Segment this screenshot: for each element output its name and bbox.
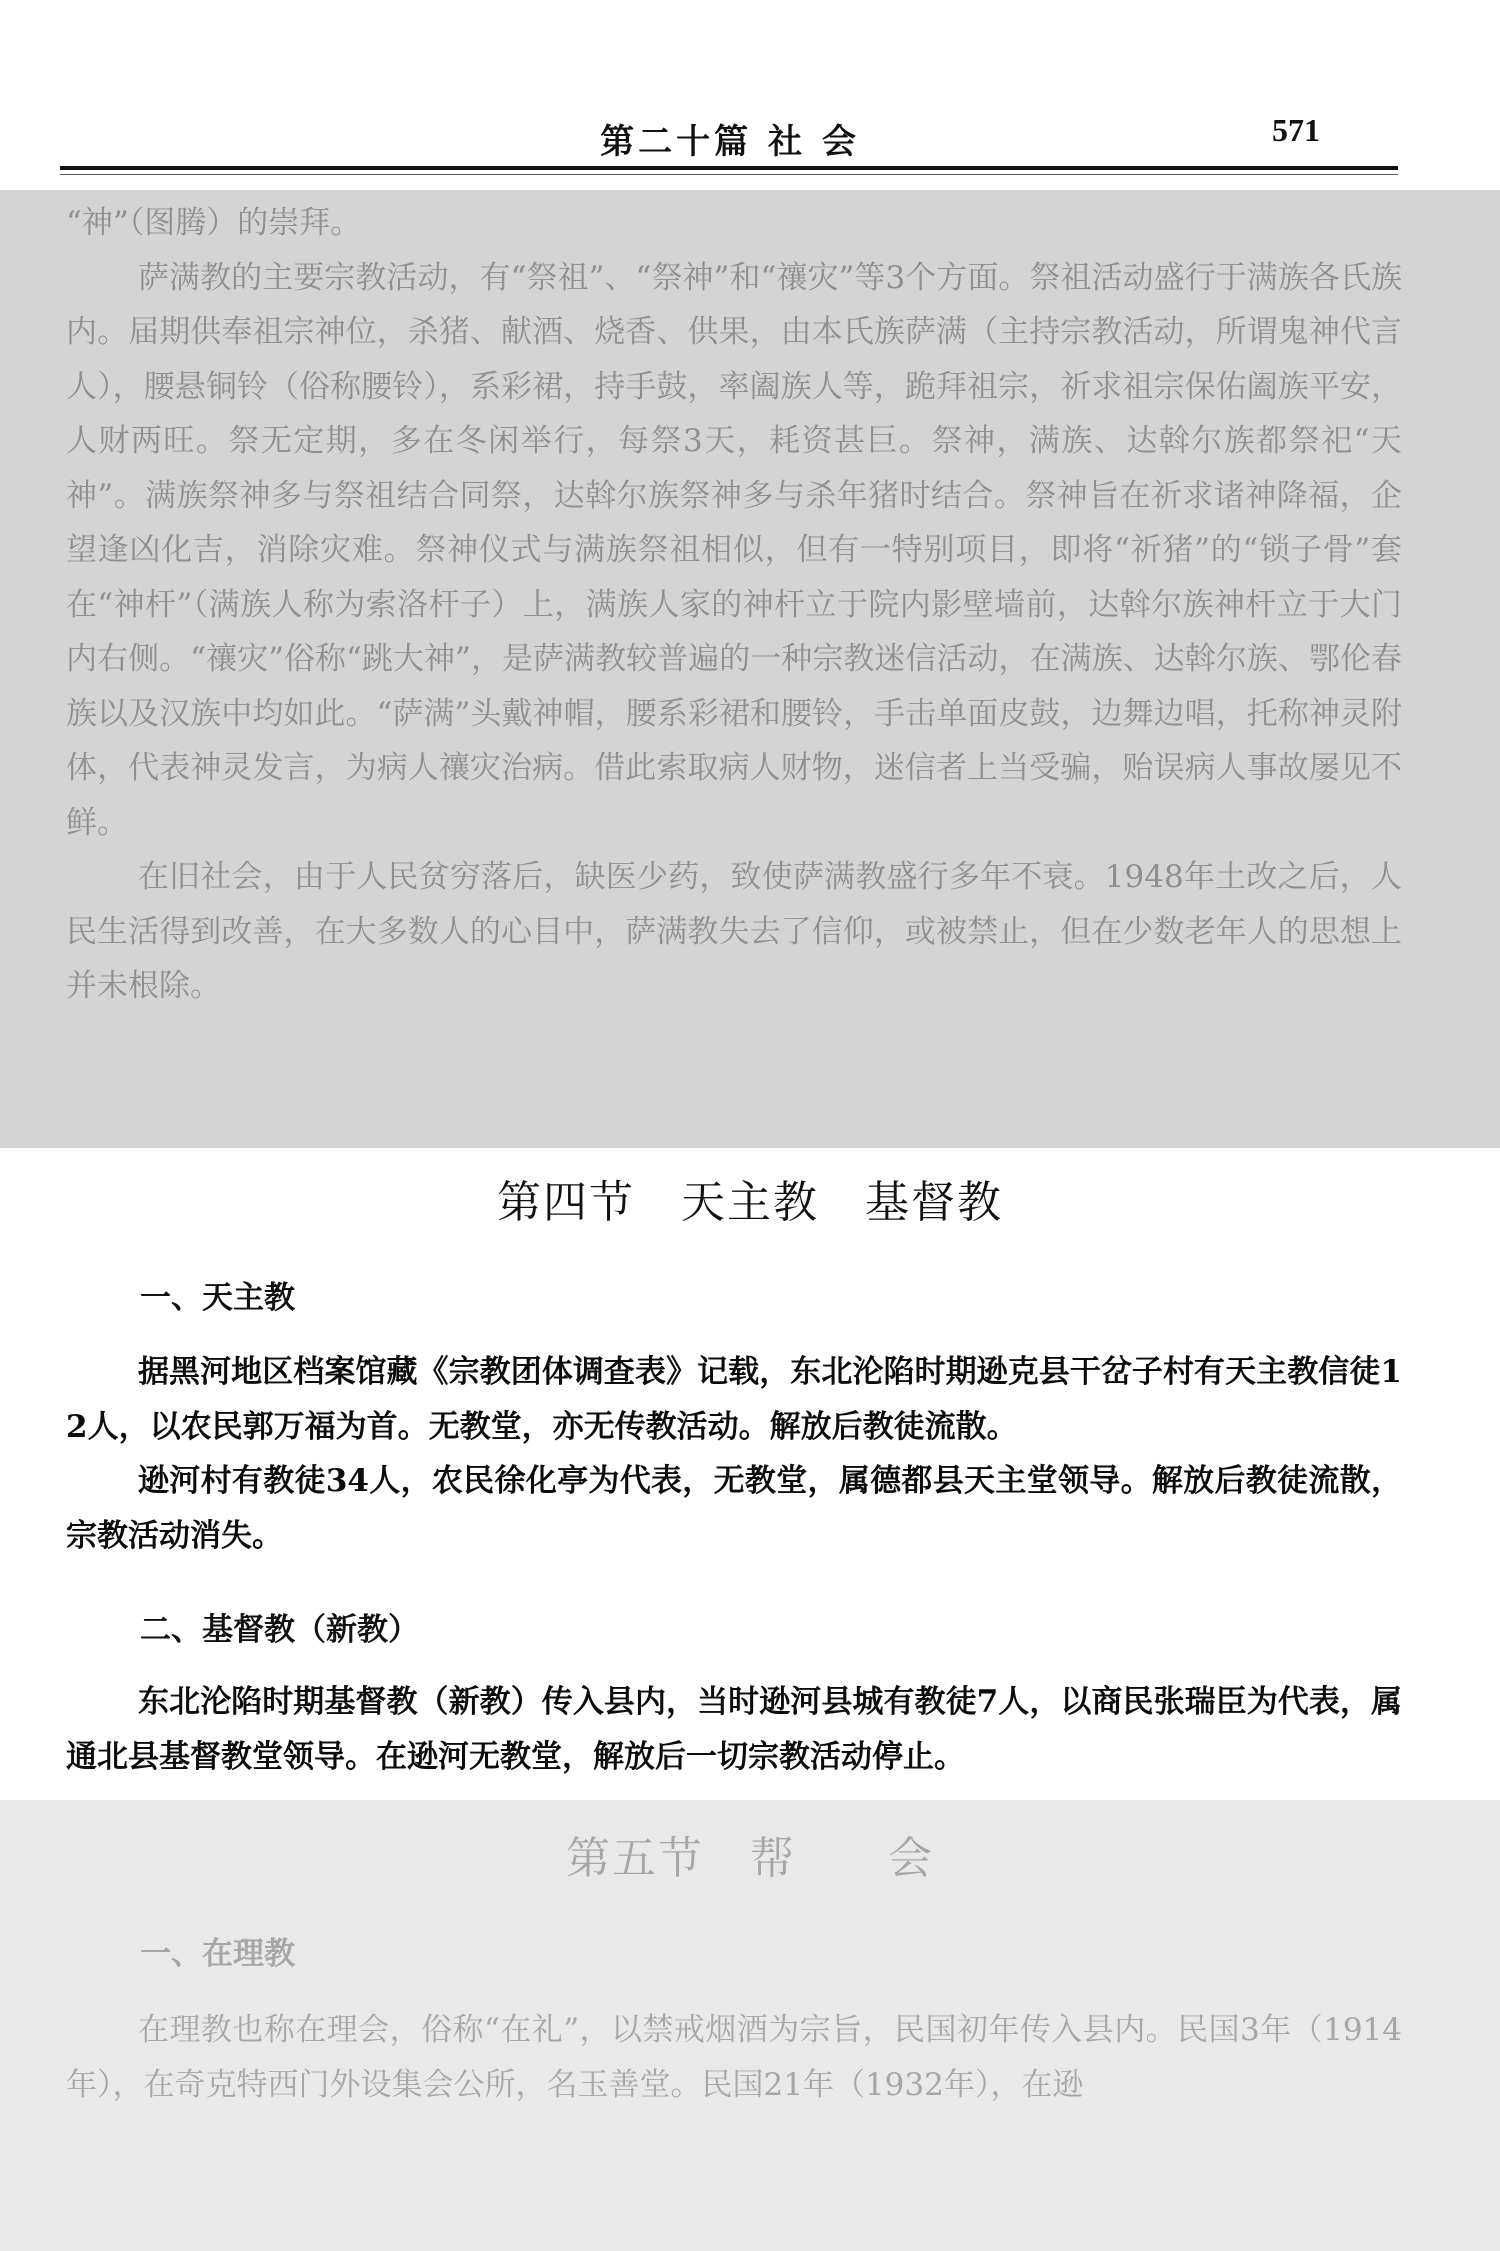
paragraph: 萨满教的主要宗教活动，有“祭祖”、“祭神”和“禳灾”等3个方面。祭祖活动盛行于满族各氏族内。届期供奉祖宗神位，杀猪、献酒、烧香、供果，由本氏族萨满（主持宗教活动，所谓鬼神代言人），腰悬铜铃（俗称腰铃），系彩裙，持手鼓，率阖族人等，跪拜祖宗，祈求祖宗保佑阖族平安，人财两旺。祭无定期，多在冬闲举行，每祭3天，耗资甚巨。祭神，满族、达斡尔族都祭祀“天神”。满族祭神多与祭祖结合同祭，达斡尔族祭神多与杀年猪时结合。祭神旨在祈求诸神降福，企望逢凶化吉，消除灾难。祭神仪式与满族祭祖相似，但有一特别项目，即将“祈猪”的“锁子骨”套在“神杆”（满族人称为索洛杆子）上，满族人家的神杆立于院内影壁墙前，达斡尔族神杆立于大门内右侧。“禳灾”俗称“跳大神”，是萨满教较普遍的一种宗教迷信活动，在满族、达斡尔族、鄂伦春族以及汉族中均如此。“萨满”头戴神帽，腰系彩裙和腰铃，手击单面皮鼓，边舞边唱，托称神灵附体，代表神灵发言，为病人禳灾治病。借此索取病人财物，迷信者上当受骗，贻误病人事故屡见不鲜。 bbox=[66, 259, 1402, 841]
section-5-sub1-body bbox=[66, 2003, 1402, 2112]
paragraph: 在理教也称在理会，俗称“在礼”，以禁戒烟酒为宗旨，民国初年传入县内。民国3年（1914年），在奇克特西门外设集会公所，名玉善堂。民国21年（1932年），在逊 bbox=[66, 2012, 1402, 2103]
page-header bbox=[60, 100, 1400, 162]
section-5-subheading-1: 一、在理教 bbox=[140, 1936, 295, 1972]
header-title: 第二十篇 社 会 bbox=[600, 122, 860, 162]
section-4-subheading-1: 一、天主教 bbox=[140, 1280, 295, 1316]
top-section bbox=[66, 196, 1402, 1014]
header-rule-thin bbox=[60, 174, 1398, 175]
paragraph: 东北沦陷时期基督教（新教）传入县内，当时逊河县城有教徒7人，以商民张瑞臣为代表，属通北县基督教堂领导。在逊河无教堂，解放后一切宗教活动停止。 bbox=[66, 1684, 1402, 1775]
paragraph: 在旧社会，由于人民贫穷落后，缺医少药，致使萨满教盛行多年不衰。1948年土改之后，人民生活得到改善，在大多数人的心目中，萨满教失去了信仰，或被禁止，但在少数老年人的思想上并未根除。 bbox=[66, 859, 1402, 1004]
paragraph: 逊河村有教徒34人，农民徐化亭为代表，无教堂，属德都县天主堂领导。解放后教徒流散，宗教活动消失。 bbox=[66, 1463, 1402, 1554]
section-4-subheading-2: 二、基督教（新教） bbox=[140, 1612, 419, 1648]
section-4-sub2-body bbox=[66, 1675, 1402, 1784]
section-4-sub1-body bbox=[66, 1345, 1402, 1563]
section-4-title: 第四节 天主教 基督教 bbox=[497, 1177, 1003, 1228]
paragraph: 据黑河地区档案馆藏《宗教团体调查表》记载，东北沦陷时期逊克县干岔子村有天主教信徒12人，以农民郭万福为首。无教堂，亦无传教活动。解放后教徒流散。 bbox=[66, 1354, 1402, 1445]
header-rule bbox=[60, 166, 1398, 170]
section-5-title: 第五节 帮 会 bbox=[566, 1833, 934, 1884]
page-number: 571 bbox=[1272, 112, 1320, 148]
paragraph: “神”（图腾）的崇拜。 bbox=[66, 205, 362, 241]
